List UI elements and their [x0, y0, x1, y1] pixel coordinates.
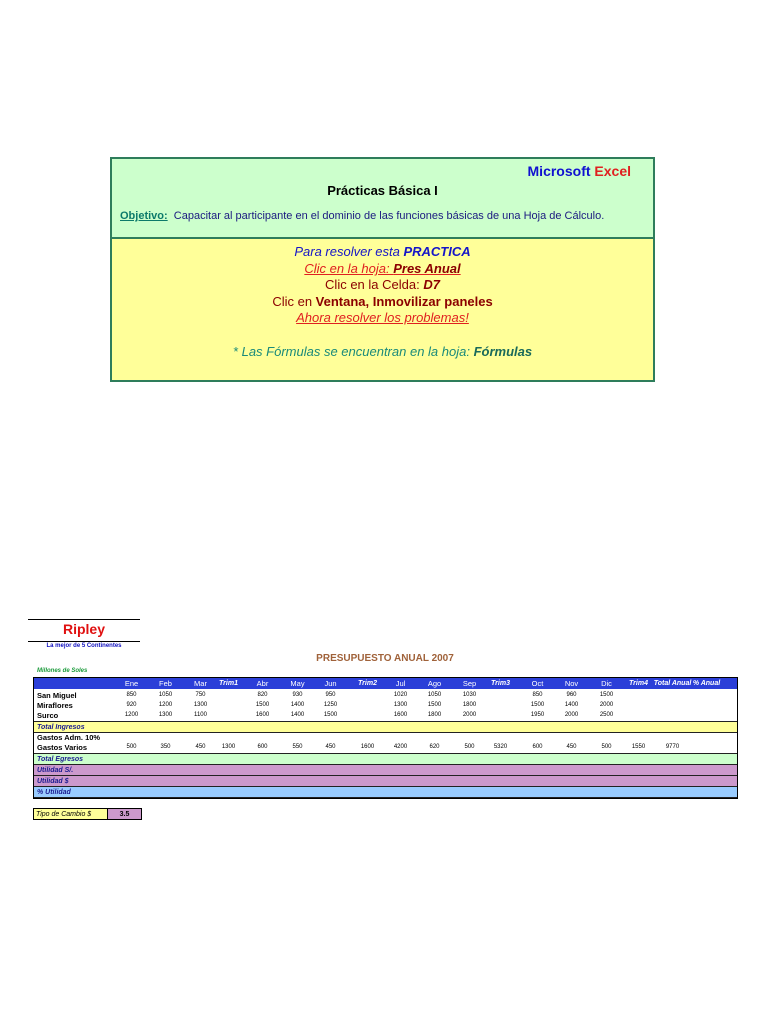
step-4-text: Clic en — [272, 294, 316, 309]
table-cell[interactable]: 1600 — [360, 744, 375, 750]
logo-name: Ripley — [62, 621, 105, 637]
table-cell[interactable]: 1400 — [564, 702, 579, 708]
column-header[interactable]: Nov — [564, 679, 579, 688]
column-header[interactable]: Ago — [427, 679, 442, 688]
ripley-logo — [28, 619, 140, 653]
table-row — [34, 700, 737, 710]
row-label[interactable]: Surco — [37, 710, 59, 720]
table-cell[interactable] — [656, 700, 689, 710]
table-cell[interactable] — [656, 710, 689, 720]
table-cell[interactable]: 1500 — [255, 702, 270, 708]
table-cell[interactable]: 1550 — [631, 744, 646, 750]
table-cell[interactable]: 500 — [126, 744, 137, 750]
column-header[interactable]: Trim2 — [358, 680, 377, 687]
row-label[interactable]: Total Egresos — [37, 755, 84, 763]
column-header[interactable]: Oct — [531, 679, 544, 688]
table-cell[interactable]: 1050 — [158, 692, 173, 698]
table-cell[interactable]: 500 — [601, 744, 612, 750]
table-row — [34, 786, 737, 798]
table-cell[interactable]: 600 — [532, 744, 543, 750]
row-label[interactable]: Utilidad $ — [37, 777, 69, 785]
step-2 — [112, 261, 653, 276]
table-cell[interactable] — [622, 710, 655, 720]
table-cell[interactable]: 1500 — [323, 712, 338, 718]
table-cell[interactable]: 2500 — [599, 712, 614, 718]
table-cell[interactable]: 1500 — [530, 702, 545, 708]
instructions-header — [112, 159, 653, 239]
table-cell[interactable]: 1300 — [221, 744, 236, 750]
column-header[interactable]: Abr — [256, 679, 269, 688]
table-cell[interactable]: 500 — [464, 744, 475, 750]
step-3 — [112, 277, 653, 292]
table-cell[interactable]: 1250 — [323, 702, 338, 708]
table-cell[interactable] — [690, 700, 723, 710]
units-label: Millones de Soles — [37, 668, 88, 674]
column-header[interactable]: Sep — [462, 679, 477, 688]
table-cell[interactable] — [351, 710, 384, 720]
column-header[interactable]: Trim3 — [491, 680, 510, 687]
step-2-emphasis: Pres Anual — [393, 261, 461, 276]
table-cell[interactable]: 450 — [195, 744, 206, 750]
instructions-steps — [112, 239, 653, 380]
table-cell[interactable]: 1300 — [158, 712, 173, 718]
table-cell[interactable]: 1500 — [427, 702, 442, 708]
table-header-row — [34, 678, 737, 689]
instructions-title: Prácticas Básica I — [327, 183, 438, 198]
table-cell[interactable]: 620 — [429, 744, 440, 750]
logo-rule-top — [28, 619, 140, 620]
table-cell[interactable]: 1300 — [393, 702, 408, 708]
logo-rule-bottom — [28, 641, 140, 642]
column-header[interactable]: % Anual — [692, 680, 721, 687]
table-cell[interactable]: 950 — [325, 692, 336, 698]
table-cell[interactable] — [690, 742, 723, 752]
table-cell[interactable] — [484, 690, 517, 700]
table-cell[interactable]: 450 — [566, 744, 577, 750]
column-header[interactable]: Trim1 — [219, 680, 238, 687]
table-cell[interactable]: 450 — [325, 744, 336, 750]
column-header[interactable]: Jun — [324, 679, 337, 688]
table-cell[interactable] — [622, 690, 655, 700]
table-row — [34, 690, 737, 700]
step-3-emphasis: D7 — [423, 277, 440, 292]
table-row — [34, 732, 737, 742]
table-cell[interactable]: 350 — [160, 744, 171, 750]
column-header[interactable]: Trim4 — [629, 680, 648, 687]
table-cell[interactable]: 1200 — [158, 702, 173, 708]
exchange-rate-cell[interactable]: 3.5 — [107, 809, 141, 819]
step-2-text: Clic en la hoja: — [304, 261, 394, 276]
table-row — [34, 710, 737, 720]
table-cell[interactable]: 9770 — [665, 744, 680, 750]
table-cell[interactable]: 960 — [566, 692, 577, 698]
table-cell[interactable]: 1020 — [393, 692, 408, 698]
step-5: Ahora resolver los problemas! — [296, 310, 469, 325]
table-cell[interactable] — [622, 700, 655, 710]
formulas-note-emphasis: Fórmulas — [473, 344, 533, 359]
column-header[interactable]: May — [290, 679, 305, 688]
step-3-text: Clic en la Celda: — [325, 277, 424, 292]
brand-microsoft: Microsoft — [527, 163, 591, 179]
table-cell[interactable]: 2000 — [564, 712, 579, 718]
objective — [120, 210, 604, 222]
table-cell[interactable] — [212, 690, 245, 700]
step-4 — [112, 294, 653, 309]
row-label[interactable]: Utilidad S/. — [37, 766, 74, 774]
table-cell[interactable]: 1300 — [193, 702, 208, 708]
table-cell[interactable]: 920 — [126, 702, 137, 708]
table-cell[interactable] — [351, 700, 384, 710]
table-cell[interactable]: 930 — [292, 692, 303, 698]
table-cell[interactable]: 1800 — [427, 712, 442, 718]
table-cell[interactable]: 1800 — [462, 702, 477, 708]
table-cell[interactable]: 5320 — [493, 744, 508, 750]
step-4-emphasis: Ventana, Inmovilizar paneles — [315, 294, 493, 309]
table-cell[interactable] — [351, 690, 384, 700]
table-cell[interactable]: 750 — [195, 692, 206, 698]
table-cell[interactable]: 850 — [126, 692, 137, 698]
logo-tagline: La mejor de 5 Continentes — [46, 643, 122, 649]
table-cell[interactable]: 1500 — [599, 692, 614, 698]
brand-excel: Excel — [594, 163, 631, 179]
column-header[interactable]: Dic — [601, 679, 612, 688]
brand-label — [528, 163, 631, 179]
table-cell[interactable]: 2000 — [599, 702, 614, 708]
table-cell[interactable]: 550 — [292, 744, 303, 750]
table-cell[interactable]: 2000 — [462, 712, 477, 718]
table-cell[interactable]: 4200 — [393, 744, 408, 750]
row-label[interactable]: Gastos Adm. 10% — [37, 732, 101, 742]
table-cell[interactable] — [690, 690, 723, 700]
row-label[interactable]: Gastos Varios — [37, 742, 88, 752]
table-row — [34, 742, 737, 752]
formulas-note — [112, 344, 653, 359]
step-1-emphasis: PRACTICA — [403, 244, 471, 259]
table-cell[interactable] — [656, 690, 689, 700]
step-1-text: Para resolver esta — [294, 244, 404, 259]
table-cell[interactable]: 1950 — [530, 712, 545, 718]
table-cell[interactable]: 1600 — [393, 712, 408, 718]
row-label[interactable]: Miraflores — [37, 700, 73, 710]
table-cell[interactable]: 600 — [257, 744, 268, 750]
column-header[interactable]: Jul — [395, 679, 406, 688]
table-cell[interactable]: 1030 — [462, 692, 477, 698]
table-cell[interactable] — [212, 710, 245, 720]
row-label[interactable]: % Utilidad — [37, 788, 71, 796]
objective-text: Capacitar al participante en el dominio de las funciones básicas de una Hoja de Cálculo. — [173, 210, 605, 222]
table-cell[interactable]: 820 — [257, 692, 268, 698]
table-cell[interactable]: 1400 — [290, 712, 305, 718]
table-cell[interactable]: 1100 — [194, 712, 207, 718]
table-cell[interactable]: 1600 — [255, 712, 270, 718]
column-header[interactable]: Feb — [159, 679, 172, 688]
column-header[interactable]: Total Anual — [653, 680, 692, 687]
table-cell[interactable]: 1050 — [427, 692, 442, 698]
column-header[interactable]: Mar — [194, 679, 207, 688]
exchange-rate — [33, 808, 142, 820]
table-cell[interactable]: 850 — [532, 692, 543, 698]
instructions-panel — [110, 157, 655, 382]
table-cell[interactable]: 1400 — [290, 702, 305, 708]
budget-table — [33, 677, 738, 799]
row-label[interactable]: Total Ingresos — [37, 723, 85, 731]
formulas-note-text: * Las Fórmulas se encuentran en la hoja: — [232, 344, 474, 359]
table-cell[interactable] — [690, 710, 723, 720]
table-cell[interactable]: 1200 — [124, 712, 139, 718]
sheet-title: PRESUPUESTO ANUAL 2007 — [316, 653, 454, 664]
table-cell[interactable] — [484, 700, 517, 710]
table-cell[interactable] — [484, 710, 517, 720]
table-cell[interactable] — [212, 700, 245, 710]
exchange-rate-label: Tipo de Cambio $ — [34, 809, 108, 819]
row-label[interactable]: San Miguel — [37, 690, 77, 700]
column-header[interactable]: Ene — [124, 679, 139, 688]
objective-label: Objetivo: — [120, 210, 168, 222]
step-1 — [112, 244, 653, 259]
